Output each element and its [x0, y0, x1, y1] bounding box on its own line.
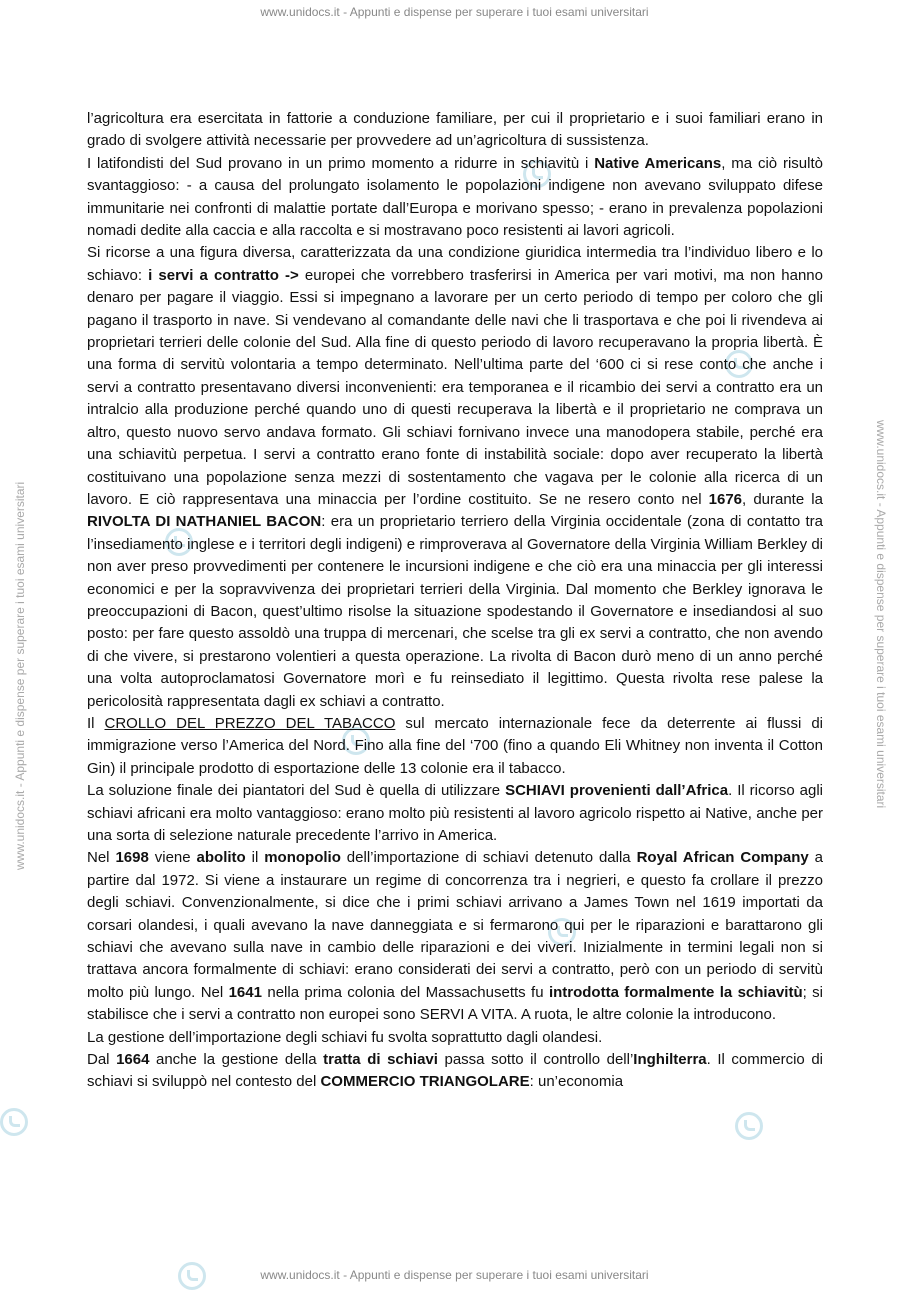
bold-text: Native Americans — [594, 154, 722, 172]
text-run: La gestione dell’importazione degli schiavi fu svolta soprattutto dagli olandesi. — [87, 1028, 603, 1046]
text-run: ; si stabilisce che i servi a contratto non europei sono SERVI A VITA. A ruota, le altre colonie la introducono. — [87, 983, 824, 1024]
text-run: europei che vorrebbero trasferirsi in America per vari motivi, ma non hanno denaro per pagare il viaggio. Essi si impegnano a lavorare per un certo periodo di tempo per coloro che gli pagano il trasporto in nave. Si vendevano al comandante delle navi che li trasportava e che poi li rivendeva ai proprietari terrieri delle colonie del Sud. Alla fine di questo periodo di lavoro recuperavano la propria libertà. È una forma di servitù volontaria a tempo determinato. Nell’ultima parte del ‘600 ci si rese conto che anche i servi a contratto presentavano diversi inconvenienti: era temporanea e il ricambio dei servi a contratto era un intralcio alla produzione perché quando uno di questi recuperava la libertà e il proprietario ne comprava un altro, questo nuovo servo andava formato. Gli schiavi fornivano invece una manodopera stabile, perché era una schiavitù perpetua. I servi a contratto erano fonte di instabilità sociale: dopo aver recuperato la libertà costituivano una popolazione senza mezzi di sostentamento che vagava per le colonie alla ricerca di un lavoro. E ciò rappresentava una minaccia per l’ordine costituito. Se ne resero conto nel — [87, 266, 823, 508]
text-run: Nel — [87, 849, 116, 867]
text-run: sul mercato internazionale fece da deterrente ai flussi di immigrazione verso l’America del Nord. Fino alla fine del ‘700 (fino a quando Eli Whitney non inventa il Cotton Gin) il principale prodotto di esportazione delle 13 colonie era il tabacco. — [87, 714, 824, 777]
bold-text: 1664 — [116, 1051, 150, 1069]
bold-text: introdotta formalmente la schiavitù — [548, 983, 803, 1001]
text-run: . Il commercio di schiavi si sviluppò nel contesto del — [87, 1051, 823, 1091]
bold-text: COMMERCIO TRIANGOLARE — [320, 1073, 530, 1091]
paragraph — [87, 108, 823, 153]
bold-text: tratta di schiavi — [323, 1051, 438, 1069]
bold-text: 1698 — [115, 849, 149, 867]
paragraph — [87, 780, 823, 847]
bold-text: i servi a contratto -> — [148, 266, 299, 284]
bold-text: 1641 — [228, 983, 262, 1001]
text-run: il — [245, 849, 265, 867]
bold-text: SCHIAVI provenienti dall’Africa — [505, 782, 729, 800]
paragraph — [87, 847, 823, 1026]
paragraph — [87, 1049, 823, 1094]
text-run: anche la gestione della — [149, 1051, 324, 1069]
bold-text: Inghilterra — [633, 1051, 707, 1069]
paragraph — [87, 713, 823, 780]
text-run: I latifondisti del Sud provano in un primo momento a ridurre in schiavitù i — [87, 154, 595, 172]
text-run: passa sotto il controllo dell’ — [437, 1051, 634, 1069]
text-run: Il — [87, 714, 105, 732]
paragraph — [87, 242, 823, 713]
text-run: viene — [148, 849, 197, 867]
bold-text: Royal African Company — [636, 849, 809, 867]
document-body — [87, 108, 823, 1094]
paragraph — [87, 153, 823, 243]
text-run: a partire dal 1972. Si viene a instaurare un regime di concorrenza tra i negrieri, e questo fa crollare il prezzo degli schiavi. Convenzionalmente, si dice che i primi schiavi arrivano a James Town nel 1619 importati da corsari olandesi, i quali avevano la nave danneggiata e si fermarono qui per le riparazioni e barattarono gli schiavi che avevano sulla nave in cambio delle riparazioni e dei viveri. Inizialmente in termini legali non si trattava ancora formalmente di schiavi: erano considerati dei servi a contratto, però con un periodo di servitù molto più lungo. Nel — [87, 849, 824, 1001]
bold-text: monopolio — [264, 849, 341, 867]
unidocs-logo-icon — [735, 1112, 763, 1140]
text-run: Si ricorse a una figura diversa, caratterizzata da una condizione giuridica intermedia tra l’individuo libero e lo schiavo: — [87, 244, 823, 284]
text-run: l’agricoltura era esercitata in fattorie a conduzione familiare, per cui il proprietario e i suoi familiari erano in grado di svolgere attività necessarie per provvedere ad un’agricoltura di sussistenza. — [87, 110, 823, 150]
text-run: : era un proprietario terriero della Virginia occidentale (zona di contatto tra l’insediamento inglese e i territori degli indigeni) e rimproverava al Governatore della Virginia William Berkley di non aver preso provvedimenti per contenere le incursioni indigene e che ciò era una minaccia per gli interessi economici e per la sopravvivenza dei proprietari terrieri della Virginia. Dal momento che Berkley ignorava le preoccupazioni di Bacon, quest’ultimo risolse la situazione spodestando il Governatore e insediandosi al suo posto: per fare questo assoldò una truppa di mercenari, che scelse tra gli ex servi a contratto, che non avendo di che vivere, si prestarono volentieri a questa operazione. La rivolta di Bacon durò meno di un anno perché una volta autoproclamatosi Governatore morì e fu reinsediato il legittimo. Questa rivolta rese palese la pericolosità rappresentata dagli ex schiavi a contratto. — [87, 513, 823, 710]
unidocs-logo-icon — [0, 1108, 28, 1136]
text-run: . Il ricorso agli schiavi africani era molto vantaggioso: erano molto più resistenti al lavoro agricolo rispetto ai Native, anche per una sorta di selezione naturale precedente l’arrivo in America. — [87, 782, 823, 844]
underlined-text: CROLLO DEL PREZZO DEL TABACCO — [104, 714, 396, 732]
paragraph — [87, 1027, 823, 1049]
watermark-side-left: www.unidocs.it - Appunti e dispense per superare i tuoi esami universitari — [13, 481, 27, 870]
text-run: : un’economia — [529, 1073, 624, 1091]
watermark-footer: www.unidocs.it - Appunti e dispense per superare i tuoi esami universitari — [260, 1268, 649, 1282]
watermark-header: www.unidocs.it - Appunti e dispense per superare i tuoi esami universitari — [260, 5, 649, 19]
bold-text: RIVOLTA DI NATHANIEL BACON — [87, 513, 322, 531]
bold-text: 1676 — [708, 490, 743, 508]
text-run: , ma ciò risultò svantaggioso: - a causa del prolungato isolamento le popolazioni indigene non avevano sviluppato difese immunitarie nei confronti di malattie portate dall’Europa e morivano spesso; - erano in prevalenza popolazioni nomadi dedite alla caccia e alla raccolta e si mostravano poco resistenti ai lavori agricoli. — [87, 154, 823, 240]
text-run: nella prima colonia del Massachusetts fu — [261, 983, 549, 1001]
bold-text: abolito — [196, 849, 246, 867]
text-run: Dal — [87, 1051, 117, 1069]
text-run: dell’importazione di schiavi detenuto dalla — [340, 849, 637, 867]
text-run: La soluzione finale dei piantatori del Sud è quella di utilizzare — [87, 782, 506, 800]
watermark-side-right: www.unidocs.it - Appunti e dispense per superare i tuoi esami universitari — [874, 420, 888, 809]
text-run: , durante la — [742, 490, 823, 508]
